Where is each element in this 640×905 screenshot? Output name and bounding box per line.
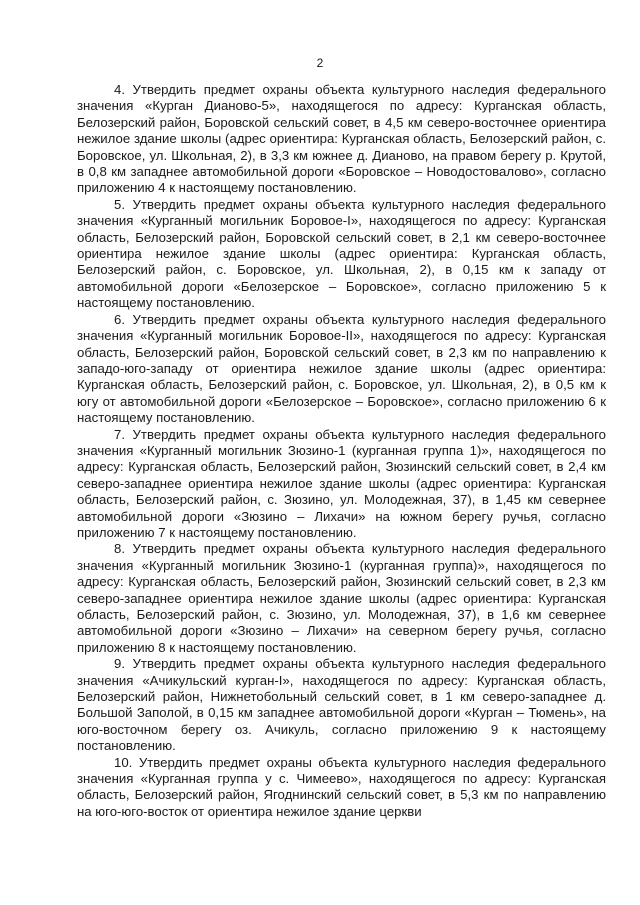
paragraph-item-8: 8. Утвердить предмет охраны объекта культурного наследия федерального значения «Курганный могильник Зюзино-1 (курганная группа)», находящегося по адресу: Курганская область, Белозерский район, Зюзинский сельский совет, в 2,3 км северо-западнее ориентира нежилое здание школы (адрес ориентира: Курганская область, Белозерский район, с. Зюзино, ул. Молодежная, 37), в 1,6 км севернее автомобильной дороги «Зюзино – Лихачи» на северном берегу ручья, согласно приложению 8 к настоящему постановлению.	[77, 541, 606, 655]
paragraph-item-7: 7. Утвердить предмет охраны объекта культурного наследия федерального значения «Курганный могильник Зюзино-1 (курганная группа 1)», находящегося по адресу: Курганская область, Белозерский район, Зюзинский сельский совет, в 2,4 км северо-западнее ориентира нежилое здание школы (адрес ориентира: Курганская область, Белозерский район, с. Зюзино, ул. Молодежная, 37), в 1,45 км севернее автомобильной дороги «Зюзино – Лихачи» на южном берегу ручья, согласно приложению 7 к настоящему постановлению.	[77, 426, 606, 540]
paragraph-item-4: 4. Утвердить предмет охраны объекта культурного наследия федерального значения «Курган Дианово-5», находящегося по адресу: Курганская область, Белозерский район, Боровской сельский совет, в 4,5 км северо-восточнее ориентира нежилое здание школы (адрес ориентира: Курганская область, Белозерский район, с. Боровское, ул. Школьная, 2), в 3,3 км южнее д. Дианово, на правом берегу р. Крутой, в 0,8 км западнее автомобильной дороги «Боровское – Новодостовалово», согласно приложению 4 к настоящему постановлению.	[77, 82, 606, 196]
paragraph-item-6: 6. Утвердить предмет охраны объекта культурного наследия федерального значения «Курганный могильник Боровое-II», находящегося по адресу: Курганская область, Белозерский район, Боровской сельский совет, в 2,3 км по направлению к западо-юго-западу от ориентира нежилое здание школы (адрес ориентира: Курганская область, Белозерский район, с. Боровское, ул. Школьная, 2), в 0,5 км к югу от автомобильной дороги «Белозерское – Боровское», согласно приложению 6 к настоящему постановлению.	[77, 311, 606, 426]
paragraph-item-10: 10. Утвердить предмет охраны объекта культурного наследия федерального значения «Курганная группа у с. Чимеево», находящегося по адресу: Курганская область, Белозерский район, Ягоднинский сельский совет, в 5,3 км по направлению на юго-юго-восток от ориентира нежилое здание церкви	[77, 754, 606, 819]
page-number: 2	[316, 56, 324, 70]
paragraph-item-9: 9. Утвердить предмет охраны объекта культурного наследия федерального значения «Ачикульский курган-I», находящегося по адресу: Курганская область, Белозерский район, Нижнетобольный сельский совет, в 1 км северо-западнее д. Большой Заполой, в 0,15 км западнее автомобильной дороги «Курган – Тюмень», на юго-восточном берегу оз. Ачикуль, согласно приложению 9 к настоящему постановлению.	[77, 656, 606, 754]
document-body	[77, 82, 606, 820]
paragraph-item-5: 5. Утвердить предмет охраны объекта культурного наследия федерального значения «Курганный могильник Боровое-I», находящегося по адресу: Курганская область, Белозерский район, Боровской сельский совет, в 2,1 км северо-восточнее ориентира нежилое здание школы (адрес ориентира: Курганская область, Белозерский район, с. Боровское, ул. Школьная, 2), в 0,15 км к западу от автомобильной дороги «Белозерское – Боровское», согласно приложению 5 к настоящему постановлению.	[77, 196, 606, 311]
